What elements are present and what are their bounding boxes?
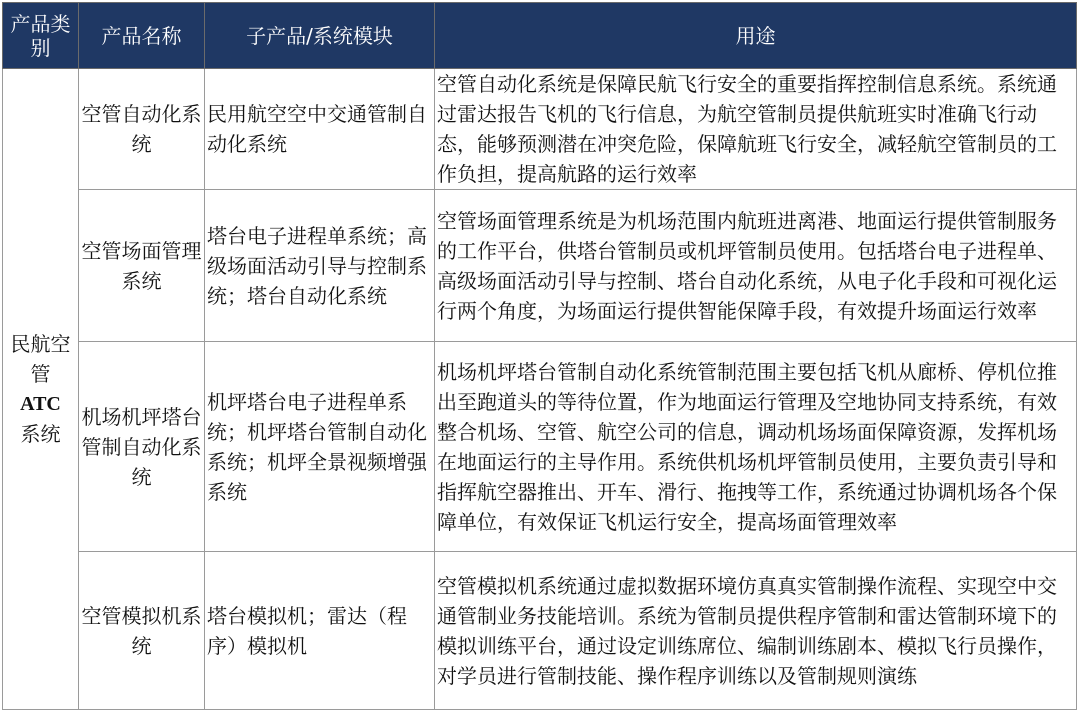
table-row (3, 69, 1077, 190)
product-name-cell: 空管场面管理系统 (79, 190, 205, 342)
category-line3: 系统 (20, 422, 61, 446)
header-category: 产品类别 (3, 3, 79, 69)
usage-cell: 机场机坪塔台管制自动化系统管制范围主要包括飞机从廊桥、停机位推出至跑道头的等待位置，作为地面运行管理及空地协同支持系统，有效整合机场、空管、航空公司的信息，调动机场场面保障资源，发挥机场在地面运行的主导作用。系统供机场机坪管制员使用，主要负责引导和指挥航空器推出、开车、滑行、拖拽等工作，系统通过协调机场各个保障单位，有效保证飞机运行安全，提高场面管理效率 (435, 342, 1077, 552)
module-cell: 塔台模拟机；雷达（程序）模拟机 (205, 552, 435, 710)
table-header-row (3, 3, 1077, 69)
category-cell (3, 69, 79, 710)
product-name-cell: 空管自动化系统 (79, 69, 205, 190)
category-line1: 民航空管 (10, 332, 71, 386)
header-module: 子产品/系统模块 (205, 3, 435, 69)
category-latin: ATC (20, 393, 61, 415)
atc-product-table (2, 2, 1077, 710)
header-product: 产品名称 (79, 3, 205, 69)
product-name-cell: 机场机坪塔台管制自动化系统 (79, 342, 205, 552)
module-cell: 民用航空空中交通管制自动化系统 (205, 69, 435, 190)
table-row (3, 552, 1077, 710)
product-name-cell: 空管模拟机系统 (79, 552, 205, 710)
module-cell: 塔台电子进程单系统；高级场面活动引导与控制系统；塔台自动化系统 (205, 190, 435, 342)
module-cell: 机坪塔台电子进程单系统；机坪塔台管制自动化系统；机坪全景视频增强系统 (205, 342, 435, 552)
usage-cell: 空管自动化系统是保障民航飞行安全的重要指挥控制信息系统。系统通过雷达报告飞机的飞行信息，为航空管制员提供航班实时准确飞行动态，能够预测潜在冲突危险，保障航班飞行安全，减轻航空管制员的工作负担，提高航路的运行效率 (435, 69, 1077, 190)
usage-cell: 空管场面管理系统是为机场范围内航班进离港、地面运行提供管制服务的工作平台，供塔台管制员或机坪管制员使用。包括塔台电子进程单、高级场面活动引导与控制、塔台自动化系统，从电子化手段和可视化运行两个角度，为场面运行提供智能保障手段，有效提升场面运行效率 (435, 190, 1077, 342)
table-row (3, 342, 1077, 552)
table-row (3, 190, 1077, 342)
header-usage: 用途 (435, 3, 1077, 69)
usage-cell: 空管模拟机系统通过虚拟数据环境仿真真实管制操作流程、实现空中交通管制业务技能培训。系统为管制员提供程序管制和雷达管制环境下的模拟训练平台，通过设定训练席位、编制训练剧本、模拟飞行员操作，对学员进行管制技能、操作程序训练以及管制规则演练 (435, 552, 1077, 710)
